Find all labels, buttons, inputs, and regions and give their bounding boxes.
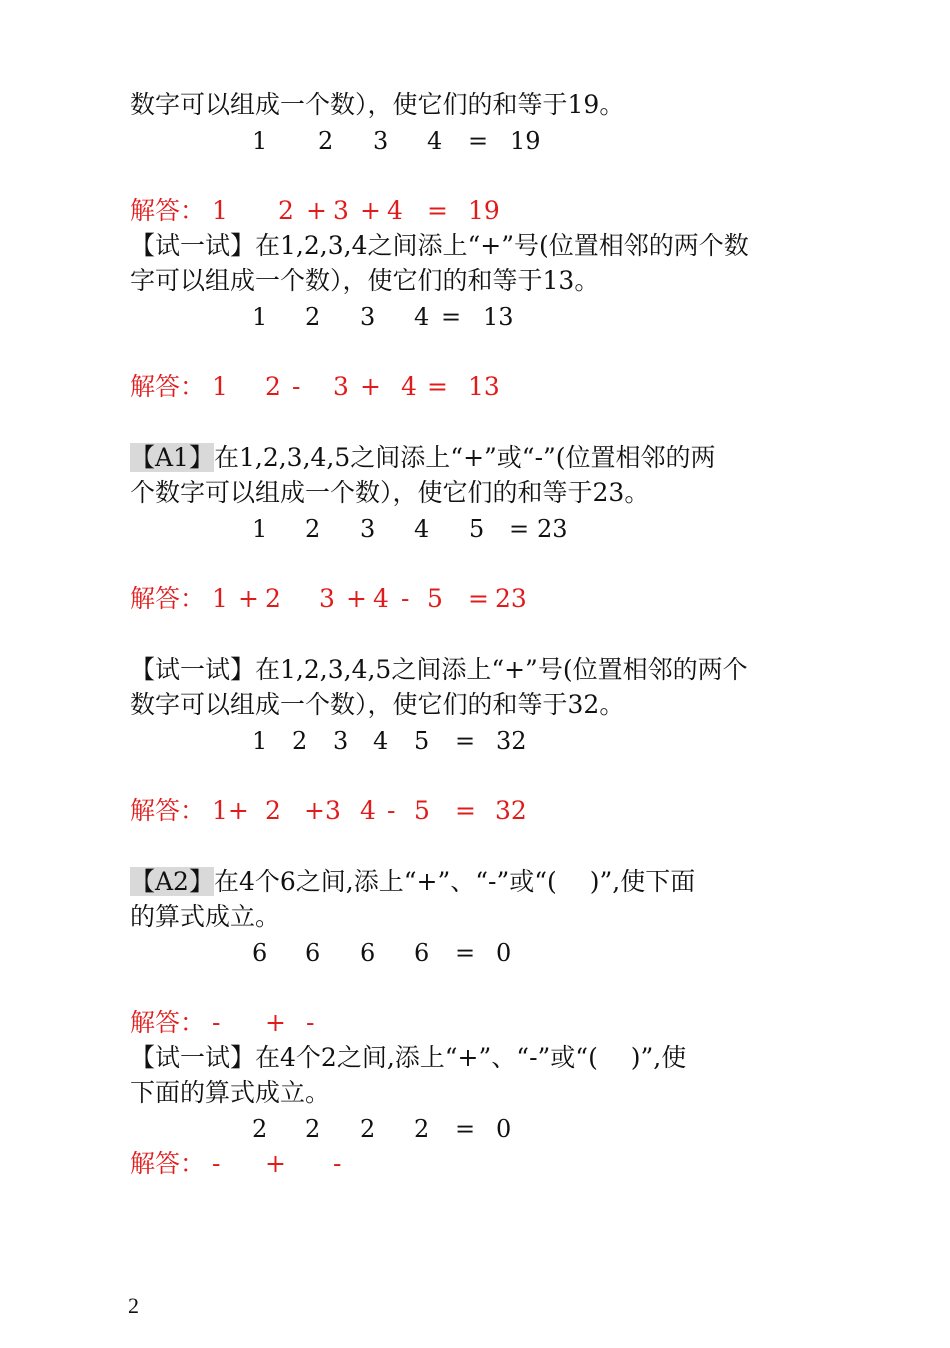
answer-term: 19 xyxy=(468,196,500,225)
equation-term: 32 xyxy=(496,727,527,755)
answer-term: - xyxy=(387,796,396,825)
answer-term: 4 xyxy=(373,584,389,613)
answer-term: = xyxy=(455,796,476,825)
equation xyxy=(0,124,950,158)
equation xyxy=(0,512,950,546)
problem-text-line: 下面的算式成立。 xyxy=(130,1078,331,1107)
equation-term: 23 xyxy=(537,515,568,543)
answer-term: 3 xyxy=(333,372,349,401)
answer-term: + xyxy=(238,584,259,613)
problem-text: 在1,2,3,4,5之间添上“+”或“-”(位置相邻的两 xyxy=(213,443,716,472)
answer xyxy=(130,1006,630,1040)
answer-term: 23 xyxy=(495,584,527,613)
problem-text-line xyxy=(130,229,749,263)
problem-text-line: 数字可以组成一个数），使它们的和等于32。 xyxy=(130,690,625,719)
equation-term: 3 xyxy=(333,727,349,755)
page-number: 2 xyxy=(128,1293,139,1318)
problem-text: 在4个6之间,添上“+”、“-”或“( )”,使下面 xyxy=(213,867,696,896)
answer-term: + xyxy=(306,196,327,225)
problem-text: 在1,2,3,4之间添上“+”号(位置相邻的两个数 xyxy=(255,231,749,260)
answer-term: 1 xyxy=(212,584,228,613)
equation-term: 4 xyxy=(373,727,389,755)
answer-term: 5 xyxy=(427,584,443,613)
equation xyxy=(0,300,950,334)
equation-term: 2 xyxy=(305,303,321,331)
equation-term: = xyxy=(455,939,476,967)
equation-term: 3 xyxy=(360,515,376,543)
answer-term: 2 xyxy=(265,584,281,613)
equation-term: 3 xyxy=(373,127,389,155)
answer xyxy=(130,794,630,828)
problem-text: 在4个2之间,添上“+”、“-”或“( )”,使 xyxy=(255,1043,687,1072)
equation-term: 5 xyxy=(469,515,485,543)
equation xyxy=(0,936,950,970)
answer-label: 解答： xyxy=(130,196,206,225)
problem-text-line: 个数字可以组成一个数），使它们的和等于23。 xyxy=(130,478,650,507)
equation-term: 4 xyxy=(414,515,430,543)
equation-term: 13 xyxy=(483,303,514,331)
answer-term: 32 xyxy=(495,796,527,825)
equation-term: 2 xyxy=(318,127,334,155)
answer-label: 解答： xyxy=(130,1008,206,1037)
answer-term: + xyxy=(265,1149,286,1178)
answer-term: +3 xyxy=(304,796,341,825)
answer-term: - xyxy=(401,584,410,613)
answer-term: - xyxy=(333,1149,342,1178)
equation-term: 2 xyxy=(414,1115,430,1143)
answer-term: 3 xyxy=(333,196,349,225)
problem-text: 在1,2,3,4,5之间添上“+”号(位置相邻的两个 xyxy=(255,655,748,684)
answer-term: = xyxy=(468,584,489,613)
answer-term: 2 xyxy=(278,196,294,225)
answer-term: = xyxy=(427,372,448,401)
answer xyxy=(130,370,630,404)
equation-term: 2 xyxy=(305,515,321,543)
answer-term: 2 xyxy=(265,372,281,401)
answer-term: + xyxy=(360,372,381,401)
equation-term: 6 xyxy=(360,939,376,967)
answer-term: 5 xyxy=(414,796,430,825)
answer-label: 解答： xyxy=(130,796,206,825)
answer xyxy=(130,1147,630,1181)
section-tag: 【试一试】 xyxy=(130,1043,256,1072)
equation xyxy=(0,724,950,758)
answer-term: 3 xyxy=(319,584,335,613)
answer-term: - xyxy=(212,1149,221,1178)
equation-term: 6 xyxy=(252,939,268,967)
problem-text-line: 的算式成立。 xyxy=(130,902,281,931)
section-tag: 【试一试】 xyxy=(130,655,256,684)
equation-term: 6 xyxy=(414,939,430,967)
equation-term: 2 xyxy=(305,1115,321,1143)
equation-term: 1 xyxy=(252,515,268,543)
answer-term: 2 xyxy=(265,796,281,825)
answer-label: 解答： xyxy=(130,1149,206,1178)
answer-label: 解答： xyxy=(130,584,206,613)
equation-term: = xyxy=(455,1115,476,1143)
equation-term: 4 xyxy=(414,303,430,331)
equation-term: 1 xyxy=(252,303,268,331)
equation-term: 2 xyxy=(292,727,308,755)
problem-text-line xyxy=(130,865,695,899)
equation-term: 0 xyxy=(496,1115,512,1143)
equation-term: 2 xyxy=(252,1115,268,1143)
answer-term: - xyxy=(212,1008,221,1037)
equation-term: 2 xyxy=(360,1115,376,1143)
answer-term: 1 xyxy=(212,372,228,401)
equation-term: = xyxy=(509,515,530,543)
answer-term: 4 xyxy=(387,196,403,225)
answer-term: 4 xyxy=(401,372,417,401)
answer-term: - xyxy=(292,372,301,401)
equation-term: 5 xyxy=(414,727,430,755)
section-tag: 【试一试】 xyxy=(130,231,256,260)
answer-term: = xyxy=(427,196,448,225)
answer-term: 1 xyxy=(212,196,228,225)
problem-text-line xyxy=(130,1041,686,1075)
problem-text-line: 字可以组成一个数），使它们的和等于13。 xyxy=(130,266,600,295)
problem-text-line xyxy=(130,653,748,687)
equation-term: = xyxy=(455,727,476,755)
equation-term: 4 xyxy=(427,127,443,155)
equation-term: = xyxy=(468,127,489,155)
section-tag: 【A1】 xyxy=(130,443,214,472)
problem-text-line xyxy=(130,441,716,475)
answer-term: 1+ xyxy=(212,796,249,825)
equation-term: 0 xyxy=(496,939,512,967)
problem-text-line: 数字可以组成一个数），使它们的和等于19。 xyxy=(130,90,625,119)
answer-term: 4 xyxy=(360,796,376,825)
answer-term: + xyxy=(346,584,367,613)
equation-term: 1 xyxy=(252,727,268,755)
answer-term: + xyxy=(360,196,381,225)
equation-term: 6 xyxy=(305,939,321,967)
answer-term: - xyxy=(306,1008,315,1037)
answer-label: 解答： xyxy=(130,372,206,401)
answer-term: 13 xyxy=(468,372,500,401)
equation xyxy=(0,1112,950,1146)
answer-term: + xyxy=(265,1008,286,1037)
equation-term: 1 xyxy=(252,127,268,155)
answer xyxy=(130,194,630,228)
equation-term: 19 xyxy=(510,127,541,155)
answer xyxy=(130,582,630,616)
section-tag: 【A2】 xyxy=(130,867,214,896)
equation-term: 3 xyxy=(360,303,376,331)
equation-term: = xyxy=(441,303,462,331)
